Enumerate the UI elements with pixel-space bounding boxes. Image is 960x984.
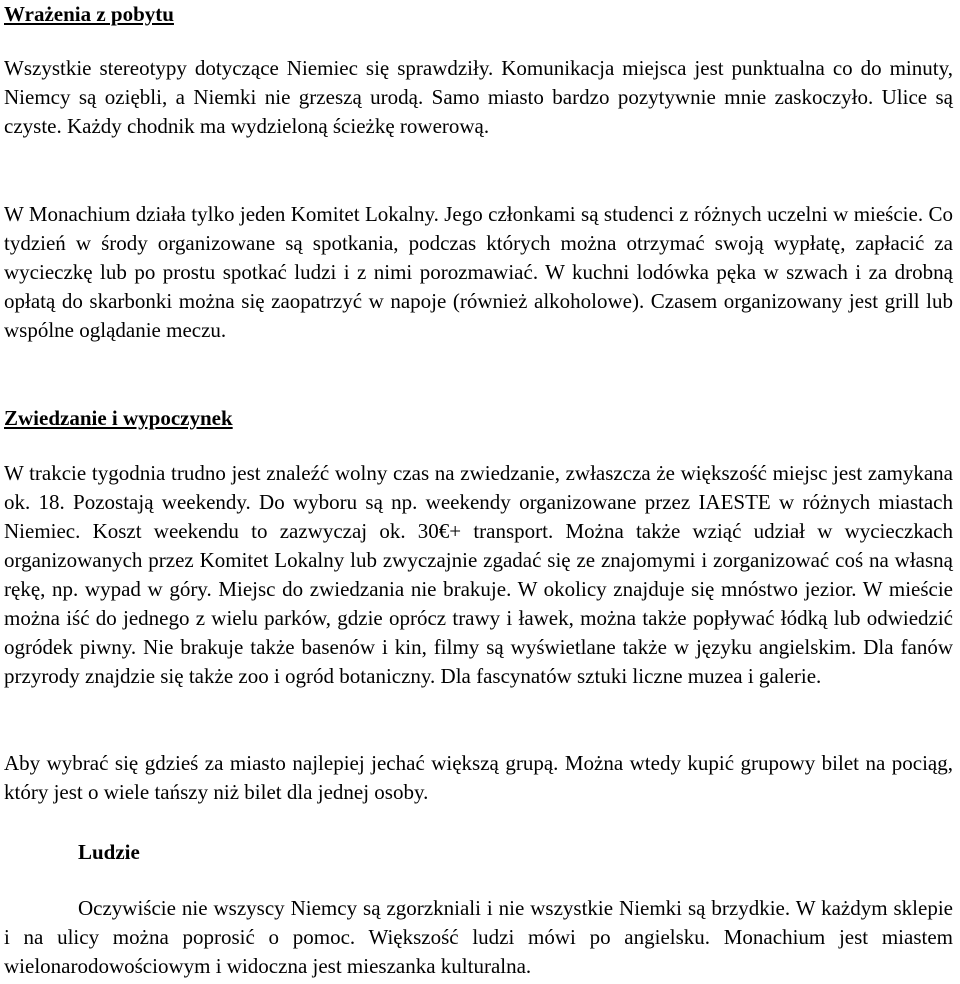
heading-impressions: Wrażenia z pobytu <box>4 2 174 26</box>
paragraph-sightseeing-1: W trakcie tygodnia trudno jest znaleźć wolny czas na zwiedzanie, zwłaszcza że większość miejsc jest zamykana ok. 18. Pozostają weekendy. Do wyboru są np. weekendy organizowane przez IAESTE w różnych miastach Niemiec. Koszt weekendu to zazwyczaj ok. 30€+ transport. Można także wziąć udział w wycieczkach organizowanych przez Komitet Lokalny lub zwyczajnie zgadać się ze znajomymi i zorganizować coś na własną rękę, np. wypad w góry. Miejsc do zwiedzania nie brakuje. W okolicy znajduje się mnóstwo jezior. W mieście można iść do jednego z wielu parków, gdzie oprócz trawy i ławek, można także popływać łódką lub odwiedzić ogródek piwny. Nie brakuje także basenów i kin, filmy są wyświetlane także w języku angielskim. Dla fanów przyrody znajdzie się także zoo i ogród botaniczny. Dla fascynatów sztuki liczne muzea i galerie. <box>4 461 953 688</box>
heading-people: Ludzie <box>78 840 140 864</box>
paragraph-people-1: Oczywiście nie wszyscy Niemcy są zgorzkniali i nie wszystkie Niemki są brzydkie. W każdym sklepie i na ulicy można poprosić o pomoc. Większość ludzi mówi po angielsku. Monachium jest miastem wielonarodowościowym i widoczna jest mieszanka kulturalna. <box>4 896 953 978</box>
paragraph-sightseeing-2: Aby wybrać się gdzieś za miasto najlepiej jechać większą grupą. Można wtedy kupić grupowy bilet na pociąg, który jest o wiele tańszy niż bilet dla jednej osoby. <box>4 751 953 804</box>
paragraph-impressions-1: Wszystkie stereotypy dotyczące Niemiec się sprawdziły. Komunikacja miejsca jest punktualna co do minuty, Niemcy są oziębli, a Niemki nie grzeszą urodą. Samo miasto bardzo pozytywnie mnie zaskoczyło. Ulice są czyste. Każdy chodnik ma wydzieloną ścieżkę rowerową. <box>4 56 953 138</box>
heading-sightseeing: Zwiedzanie i wypoczynek <box>4 406 233 430</box>
paragraph-impressions-2: W Monachium działa tylko jeden Komitet Lokalny. Jego członkami są studenci z różnych uczelni w mieście. Co tydzień w środy organizowane są spotkania, podczas których można otrzymać swoją wypłatę, zapłacić za wycieczkę lub po prostu spotkać ludzi i z nimi porozmawiać. W kuchni lodówka pęka w szwach i za drobną opłatą do skarbonki można się zaopatrzyć w napoje (również alkoholowe). Czasem organizowany jest grill lub wspólne oglądanie meczu. <box>4 202 953 342</box>
